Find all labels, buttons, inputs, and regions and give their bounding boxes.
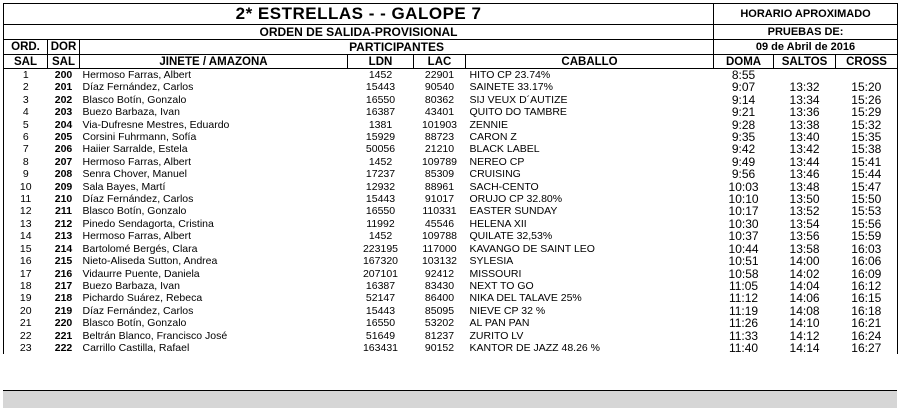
cell-dor: 208 xyxy=(54,168,73,181)
cell-jinete: Díaz Fernández, Carlos xyxy=(82,304,194,317)
cell-saltos: 13:50 xyxy=(789,193,820,206)
cell-cross: 16:12 xyxy=(836,280,898,292)
cell-jinete: Hermoso Farras, Albert xyxy=(82,69,192,81)
cell-dor: 215 xyxy=(54,255,73,268)
cell-ldn: 11992 xyxy=(366,217,395,230)
cell-jinete: Vidaurre Puente, Daniela xyxy=(82,267,200,280)
cell-caballo: CRUISING xyxy=(469,168,521,181)
cell-doma: 9:42 xyxy=(731,143,756,156)
cell-jinete: Pinedo Sendagorta, Cristina xyxy=(82,217,214,230)
cell-ord: 7 xyxy=(4,143,48,155)
cell-lac: 83430 xyxy=(424,279,455,292)
cell-lac: 92412 xyxy=(424,267,455,280)
cell-jinete: Sala Bayes, Martí xyxy=(82,180,166,193)
cell-lac: 109788 xyxy=(421,230,458,243)
cell-saltos: 13:34 xyxy=(789,93,820,107)
cell-jinete: Carrillo Castilla, Rafael xyxy=(82,341,190,354)
cell-dor: 209 xyxy=(54,180,73,193)
col-caballo: CABALLO xyxy=(466,55,714,69)
cell-doma: 11:33 xyxy=(728,329,759,342)
cell-jinete: Díaz Fernández, Carlos xyxy=(82,193,194,206)
page-subtitle: ORDEN DE SALIDA-PROVISIONAL xyxy=(4,25,714,40)
cell-cross: 15:47 xyxy=(836,181,898,193)
cell-lac: 45546 xyxy=(424,217,455,230)
cell-lac: 43401 xyxy=(424,106,455,119)
schedule-heading: HORARIO APROXIMADO xyxy=(714,4,898,25)
cell-doma: 10:03 xyxy=(728,180,759,194)
cell-ord: 12 xyxy=(4,205,48,217)
cell-saltos: 14:02 xyxy=(789,267,820,280)
cell-lac: 103132 xyxy=(421,255,458,268)
cell-saltos: 14:10 xyxy=(789,317,820,330)
cell-caballo: QUILATE 32,53% xyxy=(469,230,553,243)
cell-saltos: 13:40 xyxy=(789,131,820,144)
table-row xyxy=(4,218,898,230)
cell-ord: 18 xyxy=(4,280,48,292)
cell-cross: 15:35 xyxy=(836,131,898,143)
cell-saltos: 13:44 xyxy=(789,155,820,169)
cell-saltos: 13:38 xyxy=(789,118,820,132)
cell-doma: 9:56 xyxy=(731,168,756,181)
cell-lac: 101903 xyxy=(421,118,458,131)
table-row xyxy=(4,243,898,255)
cell-ord: 6 xyxy=(4,131,48,143)
cell-caballo: KANTOR DE JAZZ 48.26 % xyxy=(469,341,601,354)
cell-caballo: SACH-CENTO xyxy=(469,180,539,193)
cell-jinete: Blasco Botín, Gonzalo xyxy=(82,205,187,218)
cell-jinete: Via-Dufresne Mestres, Eduardo xyxy=(82,118,230,131)
cell-ord: 22 xyxy=(4,330,48,342)
cell-caballo: AL PAN PAN xyxy=(469,317,530,330)
cell-ldn: 16387 xyxy=(365,279,396,292)
table-body xyxy=(4,69,898,355)
table-row xyxy=(4,280,898,292)
table-row xyxy=(4,94,898,106)
cell-doma: 9:21 xyxy=(731,106,756,119)
cell-cross: 16:09 xyxy=(836,268,898,280)
cell-doma: 11:26 xyxy=(728,317,759,330)
cell-lac: 90152 xyxy=(424,341,455,354)
cell-ord: 17 xyxy=(4,268,48,280)
table-row xyxy=(4,255,898,267)
col-ord: ORD. xyxy=(4,40,48,55)
cell-ord: 4 xyxy=(4,106,48,118)
cell-saltos: 13:36 xyxy=(789,106,820,119)
cell-ldn: 15443 xyxy=(365,81,396,94)
cell-cross: 16:18 xyxy=(836,305,898,317)
cell-ldn: 50056 xyxy=(365,143,396,156)
cell-doma: 9:49 xyxy=(731,155,756,169)
cell-saltos: 14:12 xyxy=(789,329,820,342)
cell-jinete: Buezo Barbaza, Ivan xyxy=(82,279,180,292)
cell-ord: 3 xyxy=(4,94,48,106)
start-list-document xyxy=(3,3,897,354)
cell-caballo: CARON Z xyxy=(469,131,517,144)
cell-cross: 16:27 xyxy=(836,342,898,354)
cell-ord: 2 xyxy=(4,81,48,93)
cell-saltos: 13:46 xyxy=(789,168,820,181)
cell-cross: 16:24 xyxy=(836,330,898,342)
cell-dor: 214 xyxy=(54,242,73,255)
cell-ldn: 1452 xyxy=(368,155,393,168)
participants-heading: PARTICIPANTES xyxy=(80,40,714,55)
cell-dor: 218 xyxy=(54,292,73,305)
cell-dor: 210 xyxy=(54,193,73,206)
cell-dor: 207 xyxy=(54,155,73,168)
table-row xyxy=(4,342,898,354)
col-sal-1: SAL xyxy=(4,55,48,69)
cell-lac: 117000 xyxy=(422,242,457,255)
cell-ord: 15 xyxy=(4,243,48,255)
cell-dor: 206 xyxy=(54,143,73,156)
cell-saltos: 14:14 xyxy=(789,341,820,355)
cell-lac: 80362 xyxy=(424,93,455,106)
col-ldn: LDN xyxy=(348,55,414,69)
cell-lac: 91017 xyxy=(424,193,455,206)
table-row xyxy=(4,181,898,193)
table-row xyxy=(4,317,898,329)
cell-doma: 10:37 xyxy=(728,230,759,243)
cell-caballo: BLACK LABEL xyxy=(469,143,540,156)
cell-dor: 212 xyxy=(54,217,73,230)
cell-caballo: ORUJO CP 32.80% xyxy=(469,193,563,206)
cell-dor: 221 xyxy=(54,329,73,342)
cell-jinete: Hermoso Farras, Albert xyxy=(82,230,192,243)
cell-cross: 15:26 xyxy=(836,94,898,106)
cell-cross xyxy=(836,69,898,82)
cell-cross: 15:32 xyxy=(836,119,898,131)
table-row xyxy=(4,81,898,93)
col-sal-2: SAL xyxy=(48,55,80,69)
table-row xyxy=(4,193,898,205)
cell-dor: 205 xyxy=(54,131,73,144)
col-doma: DOMA xyxy=(714,55,774,69)
cell-cross: 15:53 xyxy=(836,205,898,217)
cell-caballo: SIJ VEUX D´AUTIZE xyxy=(469,93,568,106)
cell-caballo: NEXT TO GO xyxy=(469,279,534,292)
cell-jinete: Beltrán Blanco, Francisco José xyxy=(82,329,228,342)
cell-jinete: Nieto-Aliseda Sutton, Andrea xyxy=(82,255,218,268)
cell-ord: 10 xyxy=(4,181,48,193)
cell-ord: 13 xyxy=(4,218,48,230)
col-saltos: SALTOS xyxy=(774,55,836,69)
cell-lac: 21210 xyxy=(424,143,455,156)
cell-dor: 219 xyxy=(54,304,73,317)
cell-ldn: 16387 xyxy=(365,106,396,119)
cell-lac: 90540 xyxy=(424,81,455,94)
cell-jinete: Buezo Barbaza, Ivan xyxy=(82,106,180,119)
cell-caballo: QUITO DO TAMBRE xyxy=(469,106,567,119)
cell-doma: 10:30 xyxy=(728,217,759,231)
cell-ord: 1 xyxy=(4,69,48,82)
cell-lac: 110331 xyxy=(422,205,457,218)
cell-cross: 16:21 xyxy=(836,317,898,329)
cell-ldn: 167320 xyxy=(362,255,399,268)
cell-saltos: 13:48 xyxy=(789,180,820,194)
cell-saltos: 13:42 xyxy=(789,143,820,156)
cell-lac: 88723 xyxy=(424,131,455,144)
cell-saltos: 13:56 xyxy=(789,230,820,243)
cell-dor: 220 xyxy=(54,317,73,330)
cell-doma: 11:19 xyxy=(728,304,759,318)
cell-saltos: 13:58 xyxy=(789,242,820,256)
table-row xyxy=(4,156,898,168)
cell-jinete: Pichardo Suárez, Rebeca xyxy=(82,292,203,305)
col-lac: LAC xyxy=(414,55,466,69)
start-list-table xyxy=(3,3,898,354)
table-row xyxy=(4,69,898,82)
cell-ord: 20 xyxy=(4,305,48,317)
cell-ldn: 16550 xyxy=(365,205,396,218)
table-row xyxy=(4,168,898,180)
cell-jinete: Bartolomé Bergés, Clara xyxy=(82,242,198,255)
cell-doma: 9:35 xyxy=(731,131,756,144)
table-row xyxy=(4,205,898,217)
cell-dor: 217 xyxy=(54,279,73,292)
cell-ldn: 15443 xyxy=(365,193,396,206)
cell-ord: 8 xyxy=(4,156,48,168)
cell-ord: 14 xyxy=(4,230,48,242)
cell-ldn: 15929 xyxy=(365,131,396,144)
cell-caballo: NEREO CP xyxy=(469,155,525,168)
cell-doma: 10:51 xyxy=(728,255,759,268)
cell-cross: 15:44 xyxy=(836,168,898,180)
cell-jinete: Senra Chover, Manuel xyxy=(82,168,187,181)
table-row xyxy=(4,330,898,342)
cell-ord: 11 xyxy=(4,193,48,205)
cell-ldn: 16550 xyxy=(365,317,396,330)
cell-dor: 202 xyxy=(54,93,73,106)
page-title: 2* ESTRELLAS - - GALOPE 7 xyxy=(4,4,714,25)
cell-ldn: 17237 xyxy=(365,168,396,181)
table-row xyxy=(4,268,898,280)
cell-ldn: 51649 xyxy=(365,329,396,342)
cell-ord: 9 xyxy=(4,168,48,180)
cell-caballo: ZURITO LV xyxy=(469,329,524,342)
table-row xyxy=(4,143,898,155)
cell-caballo: EASTER SUNDAY xyxy=(469,205,558,218)
cell-doma: 10:58 xyxy=(728,267,759,280)
cell-doma: 9:07 xyxy=(731,81,756,94)
cell-cross: 15:20 xyxy=(836,81,898,93)
col-jinete: JINETE / AMAZONA xyxy=(80,55,348,69)
cell-caballo: SAINETE 33.17% xyxy=(469,81,553,94)
cell-lac: 22901 xyxy=(424,69,455,81)
cell-cross: 15:29 xyxy=(836,106,898,118)
cell-dor: 211 xyxy=(55,205,72,218)
cell-cross: 15:41 xyxy=(836,156,898,168)
cell-ldn: 1452 xyxy=(368,230,393,243)
cell-saltos: 13:54 xyxy=(789,217,820,231)
cell-dor: 204 xyxy=(54,118,73,131)
table-row xyxy=(4,305,898,317)
cell-doma: 10:17 xyxy=(728,205,759,218)
cell-lac: 109789 xyxy=(421,155,458,168)
cell-caballo: HELENA XII xyxy=(469,217,527,230)
cell-saltos: 14:00 xyxy=(789,255,820,268)
cell-caballo: ZENNIE xyxy=(469,118,509,131)
cell-saltos: 13:32 xyxy=(789,81,820,94)
footer-bar xyxy=(3,390,897,408)
cell-ord: 19 xyxy=(4,292,48,304)
cell-lac: 81237 xyxy=(424,329,455,342)
cell-cross: 16:15 xyxy=(836,292,898,304)
cell-lac: 86400 xyxy=(424,292,455,305)
cell-jinete: Haiier Sarralde, Estela xyxy=(82,143,188,156)
cell-cross: 15:38 xyxy=(836,143,898,155)
cell-caballo: SYLESIA xyxy=(469,255,514,268)
cell-ldn: 1381 xyxy=(368,118,393,131)
cell-doma: 9:28 xyxy=(731,118,756,132)
table-row xyxy=(4,106,898,118)
cell-dor: 213 xyxy=(54,230,73,243)
cell-dor: 200 xyxy=(54,69,73,81)
cell-cross: 15:56 xyxy=(836,218,898,230)
table-header xyxy=(4,4,898,69)
cell-saltos: 13:52 xyxy=(789,205,820,218)
table-row xyxy=(4,292,898,304)
cell-dor: 203 xyxy=(54,106,73,119)
cell-ord: 21 xyxy=(4,317,48,329)
cell-saltos: 14:06 xyxy=(789,292,820,305)
cell-ord: 5 xyxy=(4,119,48,131)
cell-dor: 201 xyxy=(54,81,73,94)
cell-cross: 16:03 xyxy=(836,243,898,255)
cell-lac: 85309 xyxy=(424,168,455,181)
event-date: 09 de Abril de 2016 xyxy=(714,40,898,55)
cell-ord: 23 xyxy=(4,342,48,354)
cell-ldn: 207101 xyxy=(362,267,399,280)
cell-jinete: Blasco Botín, Gonzalo xyxy=(82,317,187,330)
cell-ldn: 16550 xyxy=(365,93,396,106)
cell-doma: 8:55 xyxy=(731,68,756,82)
cell-doma: 10:44 xyxy=(728,242,759,256)
cell-jinete: Díaz Fernández, Carlos xyxy=(82,81,194,94)
cell-doma: 10:10 xyxy=(728,193,759,206)
cell-saltos: 14:08 xyxy=(789,304,820,318)
cell-ord: 16 xyxy=(4,255,48,267)
col-dor: DOR xyxy=(48,40,80,55)
cell-doma: 11:05 xyxy=(728,279,759,293)
cell-doma: 11:40 xyxy=(728,341,759,355)
cell-cross: 16:06 xyxy=(836,255,898,267)
cell-cross: 15:59 xyxy=(836,230,898,242)
cell-ldn: 1452 xyxy=(368,69,393,81)
cell-saltos: 14:04 xyxy=(789,279,820,293)
cell-caballo: NIKA DEL TALAVE 25% xyxy=(469,292,582,305)
cell-ldn: 52147 xyxy=(365,292,396,305)
cell-caballo: KAVANGO DE SAINT LEO xyxy=(469,242,595,255)
cell-ldn: 223195 xyxy=(362,242,399,255)
cell-dor: 222 xyxy=(54,341,73,354)
tests-heading: PRUEBAS DE: xyxy=(714,25,898,40)
cell-lac: 88961 xyxy=(424,180,455,193)
table-row xyxy=(4,119,898,131)
cell-jinete: Blasco Botín, Gonzalo xyxy=(82,93,187,106)
cell-lac: 85095 xyxy=(424,304,455,317)
table-row xyxy=(4,131,898,143)
cell-jinete: Hermoso Farras, Albert xyxy=(82,155,192,168)
cell-saltos xyxy=(774,69,836,82)
cell-caballo: MISSOURI xyxy=(469,267,522,280)
cell-cross: 15:50 xyxy=(836,193,898,205)
col-cross: CROSS xyxy=(836,55,898,69)
cell-ldn: 12932 xyxy=(365,180,396,193)
cell-doma: 11:12 xyxy=(728,292,759,305)
cell-caballo: NIEVE CP 32 % xyxy=(469,304,546,317)
cell-jinete: Corsini Fuhrmann, Sofía xyxy=(82,131,197,144)
cell-lac: 53202 xyxy=(424,317,455,330)
cell-dor: 216 xyxy=(54,267,73,280)
cell-caballo: HITO CP 23.74% xyxy=(469,69,551,81)
cell-ldn: 163431 xyxy=(362,341,399,354)
table-row xyxy=(4,230,898,242)
cell-ldn: 15443 xyxy=(365,304,396,317)
cell-doma: 9:14 xyxy=(731,93,756,107)
